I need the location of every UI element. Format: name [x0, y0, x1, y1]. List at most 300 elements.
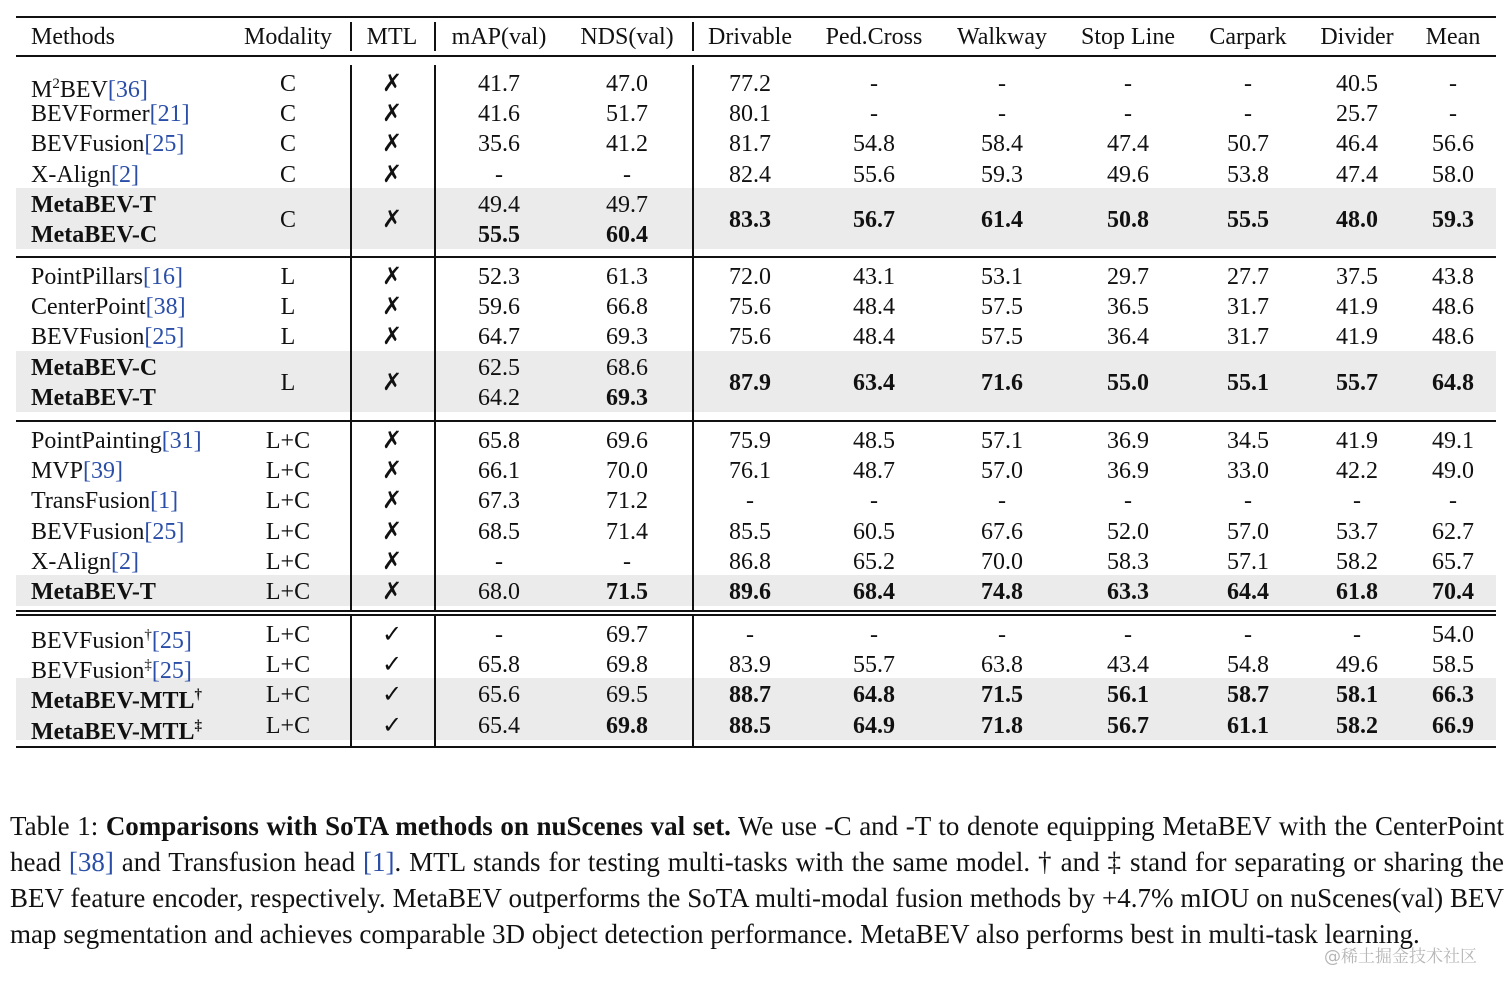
method-name: MetaBEV-C	[31, 354, 158, 381]
method-name	[31, 69, 148, 103]
cell-mtl: ✗	[381, 369, 403, 396]
method-name-text: MetaBEV-MTL	[31, 688, 195, 715]
superscript-mark: 2	[52, 76, 60, 92]
cell-ped: -	[870, 71, 878, 97]
cell-stop: 36.5	[1107, 294, 1149, 321]
cell-divider: 41.9	[1336, 294, 1378, 321]
cell-nds: 69.3	[606, 324, 648, 351]
cell-walkway: -	[998, 71, 1006, 97]
superscript-mark: ‡	[144, 657, 152, 674]
cell-carpark: 55.5	[1227, 206, 1269, 233]
cell-stop: 47.4	[1107, 131, 1149, 158]
cell-ped: -	[870, 101, 878, 128]
cell-map: 65.4	[478, 712, 520, 739]
cell-ped: 48.4	[853, 294, 895, 321]
cell-carpark: 61.1	[1227, 712, 1269, 739]
cell-nds: 69.6	[606, 428, 648, 454]
cell-stop: 56.7	[1107, 712, 1149, 739]
cell-drivable: -	[746, 622, 754, 648]
cell-walkway: 71.5	[981, 682, 1023, 709]
cell-modality: C	[279, 131, 297, 158]
cell-modality: L+C	[265, 518, 311, 545]
cell-drivable: 72.0	[729, 264, 771, 290]
cell-drivable: 88.7	[729, 682, 771, 709]
cell-mtl: ✗	[381, 548, 403, 575]
cell-modality: C	[279, 71, 297, 97]
column-divider	[350, 22, 352, 51]
method-name-text: CenterPoint	[31, 294, 146, 321]
cell-drivable: 85.5	[729, 518, 771, 545]
cell-stop: 55.0	[1107, 369, 1149, 396]
citation-link[interactable]: [25]	[144, 324, 185, 351]
cell-divider: 41.9	[1336, 324, 1378, 351]
cell-mean: 66.3	[1432, 682, 1474, 709]
column-divider	[350, 65, 352, 256]
citation-link[interactable]: [2]	[111, 161, 139, 188]
cell-nds: -	[623, 548, 631, 575]
cell-walkway: 61.4	[981, 206, 1023, 233]
method-name	[31, 262, 183, 292]
cell-mean: 59.3	[1432, 206, 1474, 233]
cell-divider: 40.5	[1336, 71, 1378, 97]
cell-drivable: 75.6	[729, 324, 771, 351]
caption-text: We use -C and -T to denote equipping MetaBEV with the CenterPoint head	[10, 811, 1504, 877]
cell-walkway: 58.4	[981, 131, 1023, 158]
citation-link[interactable]: [31]	[161, 428, 202, 454]
cell-mean: 64.8	[1432, 369, 1474, 396]
citation-link[interactable]: [36]	[107, 77, 148, 103]
column-header-methods: Methods	[31, 24, 115, 50]
cell-stop: 29.7	[1107, 264, 1149, 290]
cell-walkway: 59.3	[981, 161, 1023, 188]
caption-citation-link[interactable]: [38]	[68, 847, 114, 877]
citation-link[interactable]: [39]	[83, 458, 124, 485]
cell-modality: L+C	[265, 712, 311, 739]
column-header-ped: Ped.Cross	[825, 24, 923, 50]
cell-carpark: 58.7	[1227, 682, 1269, 709]
cell-mean: 56.6	[1432, 131, 1474, 158]
cell-mean: 66.9	[1432, 712, 1474, 739]
cell-stop: -	[1124, 488, 1132, 515]
cell-mtl: ✓	[381, 712, 403, 739]
cell-stop: 50.8	[1107, 206, 1149, 233]
cell-modality: C	[279, 161, 297, 188]
column-header-carpark: Carpark	[1209, 24, 1287, 50]
citation-link[interactable]: [2]	[111, 548, 139, 575]
table-bottom-rule	[16, 746, 1496, 748]
cell-map: 66.1	[478, 458, 520, 485]
cell-map: 49.4	[478, 191, 520, 218]
cell-map: 68.5	[478, 518, 520, 545]
cell-mean: 49.1	[1432, 428, 1474, 454]
cell-divider: 48.0	[1336, 206, 1378, 233]
cell-carpark: 27.7	[1227, 264, 1269, 290]
method-name-text: M	[31, 77, 53, 103]
cell-mean: 48.6	[1432, 324, 1474, 351]
cell-mtl: ✗	[381, 161, 403, 188]
column-divider	[692, 422, 694, 610]
cell-map: -	[495, 548, 503, 575]
cell-walkway: -	[998, 622, 1006, 648]
cell-mtl: ✓	[381, 682, 403, 709]
cell-stop: 43.4	[1107, 652, 1149, 679]
method-name	[31, 456, 123, 486]
cell-drivable: -	[746, 488, 754, 515]
cell-walkway: 57.5	[981, 324, 1023, 351]
cell-nds: 71.4	[606, 518, 648, 545]
column-divider	[434, 616, 436, 746]
cell-mean: -	[1449, 101, 1457, 128]
cell-map: 55.5	[478, 222, 520, 248]
caption-label: Table 1:	[10, 811, 106, 841]
cell-modality: L+C	[265, 428, 311, 454]
cell-divider: 25.7	[1336, 101, 1378, 128]
cell-mtl: ✗	[381, 294, 403, 321]
cell-drivable: 80.1	[729, 101, 771, 128]
cell-map: 62.5	[478, 354, 520, 381]
cell-walkway: 57.0	[981, 458, 1023, 485]
cell-modality: L	[280, 369, 296, 396]
cell-nds: 51.7	[606, 101, 648, 128]
cell-map: 52.3	[478, 264, 520, 290]
cell-mean: 58.0	[1432, 161, 1474, 188]
cell-stop: -	[1124, 71, 1132, 97]
column-header-nds: NDS(val)	[580, 24, 674, 50]
column-header-drivable: Drivable	[708, 24, 792, 50]
group-rule	[16, 256, 1496, 258]
cell-map: 68.0	[478, 579, 520, 605]
cell-mtl: ✗	[381, 131, 403, 158]
cell-divider: 42.2	[1336, 458, 1378, 485]
cell-carpark: -	[1244, 101, 1252, 128]
cell-divider: 49.6	[1336, 652, 1378, 679]
cell-mean: 62.7	[1432, 518, 1474, 545]
cell-mean: 43.8	[1432, 264, 1474, 290]
cell-modality: L+C	[265, 682, 311, 709]
cell-nds: 68.6	[606, 354, 648, 381]
method-name-text: BEVFormer	[31, 101, 150, 128]
cell-modality: L+C	[265, 652, 311, 679]
cell-mean: 48.6	[1432, 294, 1474, 321]
cell-drivable: 83.9	[729, 652, 771, 679]
cell-walkway: 70.0	[981, 548, 1023, 575]
cell-ped: 48.7	[853, 458, 895, 485]
cell-ped: 43.1	[853, 264, 895, 290]
cell-carpark: 31.7	[1227, 294, 1269, 321]
citation-link[interactable]: [25]	[151, 628, 192, 654]
cell-divider: 58.2	[1336, 548, 1378, 575]
cell-map: 65.8	[478, 428, 520, 454]
cell-nds: 47.0	[606, 71, 648, 97]
cell-modality: L	[280, 264, 296, 290]
cell-mean: 65.7	[1432, 548, 1474, 575]
method-name	[31, 486, 178, 516]
cell-carpark: 53.8	[1227, 161, 1269, 188]
cell-drivable: 87.9	[729, 369, 771, 396]
cell-mtl: ✗	[381, 324, 403, 351]
cell-mean: -	[1449, 71, 1457, 97]
cell-ped: 64.9	[853, 712, 895, 739]
cell-drivable: 75.9	[729, 428, 771, 454]
cell-divider: 58.2	[1336, 712, 1378, 739]
method-name	[31, 711, 203, 745]
table-top-rule	[16, 16, 1496, 18]
cell-carpark: 54.8	[1227, 652, 1269, 679]
cell-modality: L+C	[265, 548, 311, 575]
cell-ped: 54.8	[853, 131, 895, 158]
method-name-text: MVP	[31, 458, 84, 485]
cell-drivable: 82.4	[729, 161, 771, 188]
column-divider	[692, 616, 694, 746]
cell-nds: 69.8	[606, 652, 648, 679]
citation-link[interactable]: [21]	[149, 101, 190, 128]
method-name	[31, 426, 202, 456]
cell-mtl: ✗	[381, 428, 403, 454]
cell-mtl: ✗	[381, 579, 403, 605]
cell-mtl: ✗	[381, 101, 403, 128]
superscript-mark: ‡	[194, 717, 203, 734]
method-name	[31, 517, 184, 547]
method-name: MetaBEV-T	[31, 191, 156, 218]
cell-mean: 58.5	[1432, 652, 1474, 679]
cell-ped: 64.8	[853, 682, 895, 709]
cell-nds: 60.4	[606, 222, 648, 248]
cell-divider: 47.4	[1336, 161, 1378, 188]
cell-modality: L+C	[265, 622, 311, 648]
column-divider	[692, 258, 694, 420]
cell-mean: 49.0	[1432, 458, 1474, 485]
superscript-mark: †	[144, 627, 152, 643]
method-name	[31, 680, 203, 715]
method-name-text: BEVFusion	[31, 628, 145, 654]
cell-carpark: 34.5	[1227, 428, 1269, 454]
cell-walkway: 63.8	[981, 652, 1023, 679]
cell-map: 41.6	[478, 101, 520, 128]
method-name-text: TransFusion	[31, 488, 151, 515]
method-name	[31, 99, 190, 129]
cell-ped: 48.5	[853, 428, 895, 454]
citation-link[interactable]: [25]	[144, 518, 185, 545]
cell-mean: -	[1449, 488, 1457, 515]
column-header-divider: Divider	[1320, 24, 1394, 50]
cell-mtl: ✗	[381, 518, 403, 545]
cell-stop: 52.0	[1107, 518, 1149, 545]
cell-nds: 66.8	[606, 294, 648, 321]
cell-walkway: -	[998, 488, 1006, 515]
column-divider	[434, 22, 436, 51]
cell-mtl: ✗	[381, 206, 403, 233]
cell-divider: 37.5	[1336, 264, 1378, 290]
cell-drivable: 77.2	[729, 71, 771, 97]
column-divider	[434, 422, 436, 610]
cell-stop: 36.9	[1107, 428, 1149, 454]
cell-nds: 41.2	[606, 131, 648, 158]
cell-ped: 63.4	[853, 369, 895, 396]
group-rule	[16, 610, 1496, 612]
superscript-mark: †	[194, 687, 203, 704]
cell-walkway: -	[998, 101, 1006, 128]
method-name-text: MetaBEV-T	[31, 579, 156, 605]
column-header-walkway: Walkway	[956, 24, 1048, 50]
cell-nds: 70.0	[606, 458, 648, 485]
method-name	[31, 322, 184, 352]
cell-walkway: 53.1	[981, 264, 1023, 290]
citation-link[interactable]: [38]	[145, 294, 186, 321]
group-rule	[16, 614, 1496, 616]
cell-modality: C	[279, 101, 297, 128]
method-name	[31, 547, 139, 577]
citation-link[interactable]: [25]	[151, 658, 192, 685]
cell-stop: -	[1124, 622, 1132, 648]
column-header-map: mAP(val)	[451, 24, 547, 50]
cell-nds: 71.5	[606, 579, 648, 605]
column-header-stop: Stop Line	[1081, 24, 1175, 50]
cell-modality: C	[279, 206, 297, 233]
cell-stop: 36.9	[1107, 458, 1149, 485]
citation-link[interactable]: [16]	[143, 264, 184, 290]
cell-carpark: 50.7	[1227, 131, 1269, 158]
column-header-mean: Mean	[1425, 24, 1481, 50]
method-name	[31, 577, 156, 607]
citation-link[interactable]: [1]	[150, 488, 179, 515]
cell-drivable: 89.6	[729, 579, 771, 605]
cell-stop: 56.1	[1107, 682, 1149, 709]
cell-carpark: 57.0	[1227, 518, 1269, 545]
column-divider	[350, 616, 352, 746]
cell-map: 41.7	[478, 71, 520, 97]
method-name	[31, 650, 192, 685]
cell-ped: 60.5	[853, 518, 895, 545]
cell-ped: 65.2	[853, 548, 895, 575]
cell-carpark: -	[1244, 71, 1252, 97]
method-name-text: X-Align	[31, 548, 111, 575]
cell-drivable: 83.3	[729, 206, 771, 233]
caption-citation-link[interactable]: [1]	[363, 847, 395, 877]
cell-drivable: 75.6	[729, 294, 771, 321]
method-name: MetaBEV-C	[31, 222, 158, 248]
cell-mean: 54.0	[1432, 622, 1474, 648]
cell-carpark: 64.4	[1227, 579, 1269, 605]
cell-map: 65.8	[478, 652, 520, 679]
cell-divider: 53.7	[1336, 518, 1378, 545]
cell-mtl: ✗	[381, 488, 403, 515]
column-divider	[434, 258, 436, 420]
cell-ped: -	[870, 622, 878, 648]
cell-modality: L+C	[265, 579, 311, 605]
method-name-text: MetaBEV-MTL	[31, 718, 195, 745]
cell-modality: L	[280, 294, 296, 321]
cell-stop: 36.4	[1107, 324, 1149, 351]
method-name-text: X-Align	[31, 161, 111, 188]
column-divider	[350, 258, 352, 420]
cell-divider: 46.4	[1336, 131, 1378, 158]
cell-divider: 55.7	[1336, 369, 1378, 396]
cell-map: 59.6	[478, 294, 520, 321]
caption-title: Comparisons with SoTA methods on nuScenes val set.	[105, 811, 731, 841]
watermark: @稀土掘金技术社区	[1324, 947, 1477, 967]
cell-carpark: 57.1	[1227, 548, 1269, 575]
column-divider	[692, 22, 694, 51]
cell-map: 35.6	[478, 131, 520, 158]
cell-ped: 56.7	[853, 206, 895, 233]
method-name-text: BEVFusion	[31, 658, 145, 685]
cell-walkway: 74.8	[981, 579, 1023, 605]
cell-mtl: ✗	[381, 264, 403, 290]
cell-carpark: 55.1	[1227, 369, 1269, 396]
cell-ped: 55.7	[853, 652, 895, 679]
cell-nds: 69.7	[606, 622, 648, 648]
cell-divider: 61.8	[1336, 579, 1378, 605]
cell-walkway: 67.6	[981, 518, 1023, 545]
cell-ped: 55.6	[853, 161, 895, 188]
cell-mtl: ✗	[381, 458, 403, 485]
cell-drivable: 86.8	[729, 548, 771, 575]
cell-map: 67.3	[478, 488, 520, 515]
cell-nds: 69.8	[606, 712, 648, 739]
cell-walkway: 71.6	[981, 369, 1023, 396]
column-divider	[692, 65, 694, 256]
cell-drivable: 81.7	[729, 131, 771, 158]
cell-stop: 58.3	[1107, 548, 1149, 575]
cell-divider: 58.1	[1336, 682, 1378, 709]
cell-stop: 63.3	[1107, 579, 1149, 605]
column-header-mtl: MTL	[366, 24, 418, 50]
cell-nds: -	[623, 161, 631, 188]
cell-drivable: 88.5	[729, 712, 771, 739]
cell-mtl: ✓	[381, 622, 403, 648]
caption-text: . MTL stands for testing multi-tasks with the same model. † and ‡ stand for separating or sharing the BEV feature encoder, respectively. MetaBEV outperforms the SoTA multi-modal fusion methods by +4.7% mIOU on nuScenes(val) BEV map segmentation and achieves comparable 3D object detection performance. MetaBEV also performs best in multi-task learning.	[10, 847, 1505, 949]
method-name-text: PointPillars	[31, 264, 144, 290]
table-caption	[10, 808, 1504, 952]
cell-nds: 71.2	[606, 488, 648, 515]
cell-divider: -	[1353, 622, 1361, 648]
cell-mean: 70.4	[1432, 579, 1474, 605]
cell-ped: -	[870, 488, 878, 515]
column-divider	[434, 65, 436, 256]
cell-map: 64.2	[478, 384, 520, 411]
cell-walkway: 57.5	[981, 294, 1023, 321]
cell-nds: 49.7	[606, 191, 648, 218]
method-name-text: BEVFusion	[31, 131, 145, 158]
method-name-text: PointPainting	[31, 428, 162, 454]
cell-nds: 69.3	[606, 384, 648, 411]
cell-nds: 61.3	[606, 264, 648, 290]
cell-carpark: 33.0	[1227, 458, 1269, 485]
cell-carpark: -	[1244, 488, 1252, 515]
method-name	[31, 620, 192, 654]
method-name-text: BEVFusion	[31, 518, 145, 545]
column-divider	[350, 422, 352, 610]
cell-walkway: 57.1	[981, 428, 1023, 454]
group-rule	[16, 420, 1496, 422]
cell-mtl: ✗	[381, 71, 403, 97]
cell-modality: L	[280, 324, 296, 351]
cell-map: -	[495, 622, 503, 648]
citation-link[interactable]: [25]	[144, 131, 185, 158]
cell-map: 65.6	[478, 682, 520, 709]
cell-stop: 49.6	[1107, 161, 1149, 188]
cell-modality: L+C	[265, 458, 311, 485]
cell-modality: L+C	[265, 488, 311, 515]
cell-nds: 69.5	[606, 682, 648, 709]
method-name	[31, 292, 186, 322]
method-name-text: BEV	[59, 77, 108, 103]
cell-ped: 48.4	[853, 324, 895, 351]
header-rule	[16, 55, 1496, 57]
method-name	[31, 129, 184, 159]
cell-carpark: -	[1244, 622, 1252, 648]
cell-mtl: ✓	[381, 652, 403, 679]
